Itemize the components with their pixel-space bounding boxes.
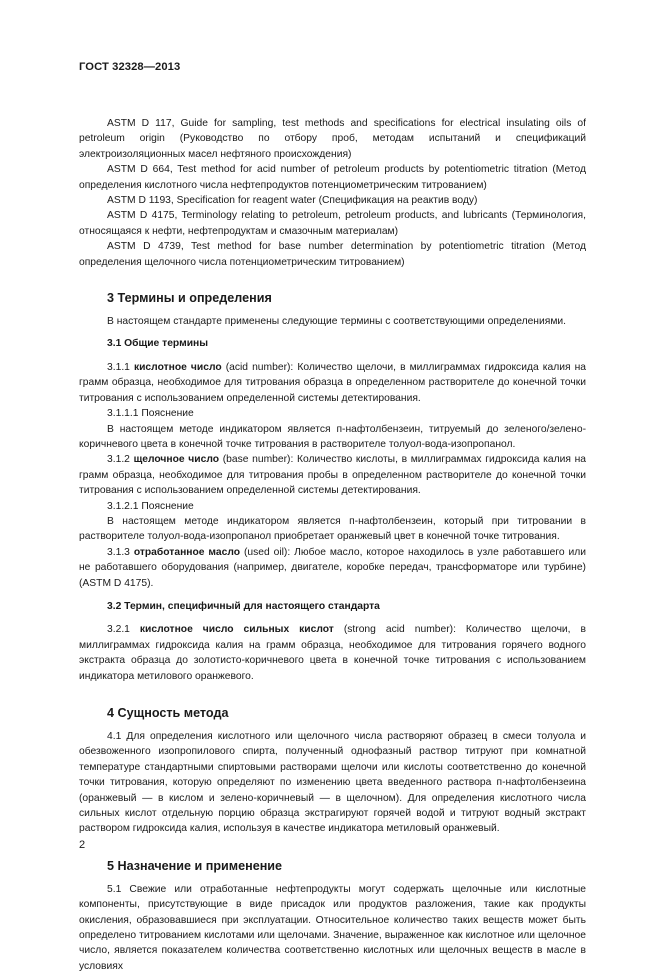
term-number: 3.1.2 xyxy=(107,454,134,466)
subsection-3-2-title: 3.2 Термин, специфичный для настоящего стандарта xyxy=(107,600,380,612)
section-4-title: 4 Сущность метода xyxy=(107,706,229,720)
term-name: кислотное число xyxy=(133,361,222,373)
term-name: отработанное масло xyxy=(133,546,241,558)
reference-astm-d4175: ASTM D 4175, Terminology relating to petroleum, petroleum products, and lubricants (Терминология, относящаяся к нефти, нефтепродуктам и смазочным материалам) xyxy=(79,210,586,237)
note-3-1-2-1-title: 3.1.2.1 Пояснение xyxy=(107,500,194,512)
term-definition: (acid number): Количество щелочи, в миллиграммах гидроксида калия на грамм образца, необходимое для титрования образца в определенном растворителе до конечной точки титрования с использованием определенной системы детектирования. xyxy=(79,361,586,404)
term-name: щелочное число xyxy=(133,454,220,466)
note-3-1-1-1-title: 3.1.1.1 Пояснение xyxy=(107,408,194,420)
term-definition: (used oil): Любое масло, которое находилось в узле работавшего или не работавшего оборудования (например, двигателе, коробке передач, трансформаторе или турбине) (ASTM D 4175). xyxy=(79,546,587,589)
reference-astm-d664: ASTM D 664, Test method for acid number of petroleum products by potentiometric titration (Метод определения кислотного числа нефтепродуктов потенциометрическим титрованием) xyxy=(79,164,586,191)
term-3-1-1 xyxy=(79,360,586,406)
clause-4-1: 4.1 Для определения кислотного или щелочного числа растворяют образец в смеси толуола и обезвоженного изопропилового спирта, полученный однофазный раствор титруют при комнатной температуре стандартными спиртовыми растворами щелочи или кислоты соответственно до конечной точки титрования, которую определяют по изменению цвета введенного раствора п-нафтолбензеина (оранжевый — в кислом и зелено-коричневый — в щелочном). Для определения кислотного числа сильных кислот отдельную порцию образца экстрагируют горячей водой и титруют водный экстракт раствором гидроксида калия, используя в качестве индикатора метиловый оранжевый. xyxy=(79,731,586,835)
term-number: 3.1.1 xyxy=(107,361,134,373)
term-3-1-2 xyxy=(79,452,586,498)
term-3-1-3 xyxy=(79,545,586,591)
reference-astm-d117: ASTM D 117, Guide for sampling, test methods and specifications for electrical insulating oils of petroleum origin (Руководство по отбору проб, методам испытаний и спецификаций электроизоляционных масел нефтяного происхождения) xyxy=(79,118,586,160)
term-name: кислотное число сильных кислот xyxy=(139,624,334,636)
term-definition: (base number): Количество кислоты, в миллиграммах гидроксида калия на грамм образца, необходимое для титрования пробы в определенном растворителе до конечной точки титрования с использованием определенной системы детектирования. xyxy=(79,454,586,497)
section-5-title: 5 Назначение и применение xyxy=(107,858,283,873)
reference-astm-d4739: ASTM D 4739, Test method for base number determination by potentiometric titration (Метод определения щелочного числа потенциометрическим титрованием) xyxy=(79,241,586,268)
term-3-2-1 xyxy=(79,622,586,684)
page-number: 2 xyxy=(79,839,86,851)
reference-astm-d1193: ASTM D 1193, Specification for reagent water (Спецификация на реактив воду) xyxy=(107,195,478,207)
note-3-1-1-1-text: В настоящем методе индикатором является п-нафтолбензеин, титруемый до зеленого/зелено-коричневого цвета в конечной точке титрования в растворителе толуол-вода-изопропанол. xyxy=(79,423,586,450)
page-content xyxy=(79,116,586,974)
clause-5-1: 5.1 Свежие или отработанные нефтепродукты могут содержать щелочные или кислотные компоненты, присутствующие в виде присадок или продуктов разложения, такие как продукты окисления, образовавшиеся при эксплуатации. Относительное количество таких веществ может быть определено титрованием кислотами или щелочами. Значение, выраженное как кислотное или щелочное число, является показателем количества соответственно кислотных или щелочных веществ в масле в условиях xyxy=(79,883,586,972)
note-3-1-2-1-text: В настоящем методе индикатором является п-нафтолбензеин, который при титровании в растворителе толуол-вода-изопропанол приобретает оранжевый цвет в конечной точке титрования. xyxy=(79,515,586,543)
term-definition: (strong acid number): Количество щелочи, в миллиграммах гидроксида калия на грамм образца, необходимое для титрования горячего водного экстракта образца до золотисто-коричневого цвета в конечной точке титрования с использованием индикатора метилового оранжевого. xyxy=(79,624,586,682)
section-3-intro: В настоящем стандарте применены следующие термины с соответствующими определениями. xyxy=(107,316,567,328)
subsection-3-1-title: 3.1 Общие термины xyxy=(107,338,209,350)
term-number: 3.1.3 xyxy=(107,546,134,558)
section-3-title: 3 Термины и определения xyxy=(107,291,272,306)
term-number: 3.2.1 xyxy=(107,624,140,636)
document-header: ГОСТ 32328—2013 xyxy=(79,61,181,73)
